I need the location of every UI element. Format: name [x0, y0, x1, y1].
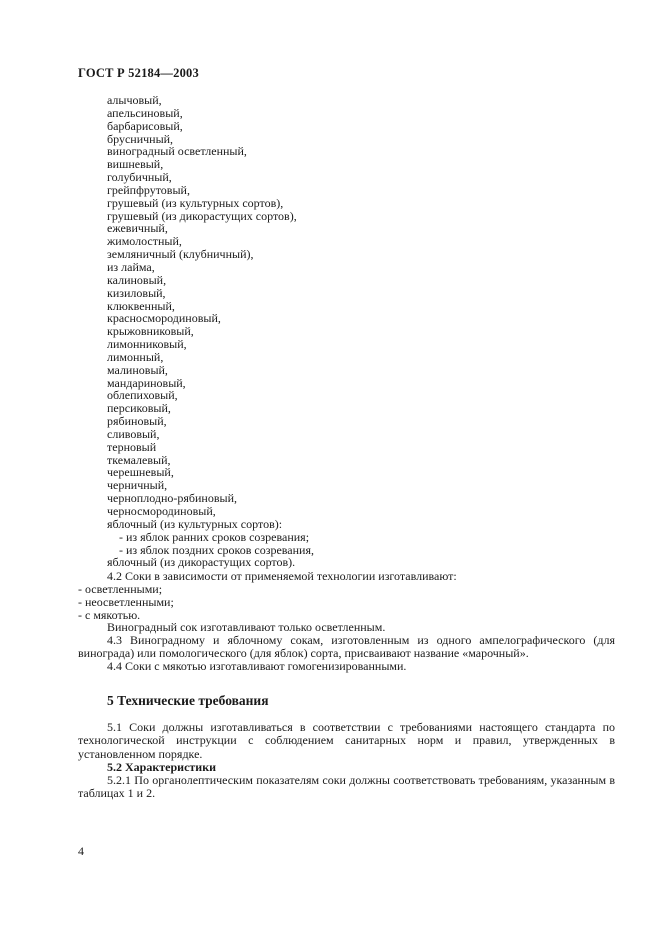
clause-5-1: 5.1 Соки должны изготавливаться в соответствии с требованиями настоящего стандарта по технологической инструкции с соблюдением санитарных норм и правил, утвержденных в установленном порядке.: [78, 720, 615, 761]
list-item: малиновый,: [107, 362, 168, 377]
list-item: голубичный,: [107, 170, 172, 185]
list-item: кизиловый,: [107, 285, 166, 300]
list-item: - из яблок поздних сроков созревания,: [119, 542, 314, 557]
list-item: рябиновый,: [107, 414, 167, 429]
list-item: яблочный (из дикорастущих сортов).: [107, 555, 296, 570]
list-item: красносмородиновый,: [107, 311, 221, 326]
list-item: крыжовниковый,: [107, 324, 194, 339]
list-item: - из яблок ранних сроков созревания;: [119, 529, 310, 544]
list-item: яблочный (из культурных сортов):: [107, 516, 283, 531]
juice-list: [107, 94, 314, 569]
list-item: черноплодно-рябиновый,: [107, 491, 237, 506]
clause-4-3: 4.3 Виноградному и яблочному сокам, изготовленным из одного ампелографического (для винограда) или помологического (для яблок) сорта, присваивают название «марочный».: [78, 633, 615, 661]
list-item: черносмородиновый,: [107, 504, 216, 518]
list-item: грейпфрутовый,: [107, 182, 190, 197]
list-item: облепиховый,: [107, 388, 178, 403]
grape-note: Виноградный сок изготавливают только осветленным.: [107, 620, 386, 635]
list-item: из лайма,: [107, 259, 155, 274]
list-item: вишневый,: [107, 157, 164, 172]
list-item: брусничный,: [107, 131, 174, 146]
list-item: персиковый,: [107, 401, 171, 416]
list-item: терновый: [107, 439, 157, 454]
list-item: сливовый,: [107, 426, 160, 441]
list-item: клюквенный,: [107, 298, 175, 313]
list-item: мандариновый,: [107, 375, 186, 390]
list-item: ткемалевый,: [107, 452, 171, 467]
list-item: апельсиновый,: [107, 105, 183, 120]
list-item: лимонный,: [107, 349, 164, 364]
list-item: - неосветленными;: [78, 594, 174, 609]
list-item: черешневый,: [107, 465, 174, 480]
clause-5-2: 5.2 Характеристики: [107, 759, 217, 774]
list-item: - с мякотью.: [78, 607, 141, 622]
list-item: калиновый,: [107, 272, 167, 287]
document-header: ГОСТ Р 52184—2003: [78, 66, 199, 80]
list-item: земляничный (клубничный),: [107, 247, 254, 262]
page-number: 4: [78, 844, 84, 858]
list-item: алычовый,: [107, 93, 162, 107]
list-item: виноградный осветленный,: [107, 144, 247, 159]
list-item: жимолостный,: [107, 234, 182, 249]
list-item: лимонниковый,: [107, 337, 187, 352]
clause-4-2: 4.2 Соки в зависимости от применяемой технологии изготавливают:: [107, 569, 457, 583]
section-5: [78, 694, 615, 800]
list-item: грушевый (из культурных сортов),: [107, 195, 284, 210]
clauses-4: [78, 570, 615, 673]
clause-4-4: 4.4 Соки с мякотью изготавливают гомогенизированными.: [107, 658, 407, 673]
section-title: 5 Технические требования: [107, 693, 269, 708]
clause-5-2-1: 5.2.1 По органолептическим показателям соки должны соответствовать требованиям, указанным в таблицах 1 и 2.: [78, 773, 615, 801]
list-item: - осветленными;: [78, 581, 163, 596]
list-item: барбарисовый,: [107, 118, 183, 133]
list-item: грушевый (из дикорастущих сортов),: [107, 208, 297, 223]
list-item: черничный,: [107, 478, 168, 493]
list-item: ежевичный,: [107, 221, 168, 236]
